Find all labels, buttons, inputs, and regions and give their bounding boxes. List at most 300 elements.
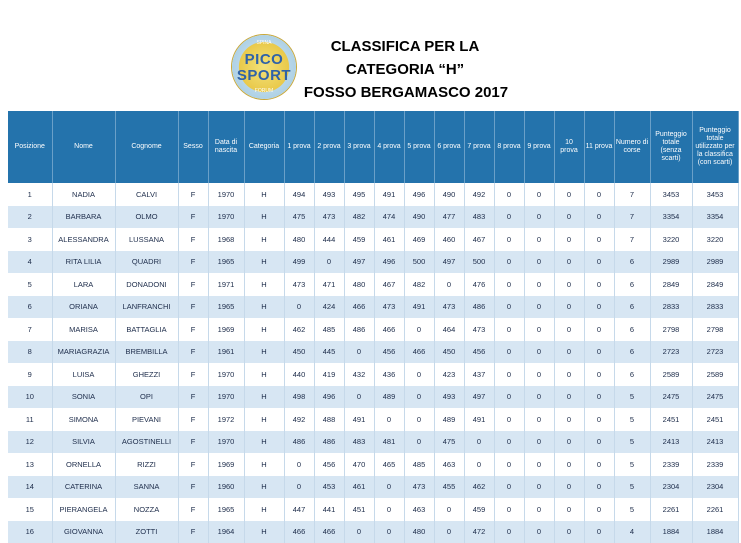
column-header: 3 prova: [344, 111, 374, 183]
table-cell: 0: [374, 498, 404, 521]
table-cell: 7: [614, 183, 650, 206]
table-cell: 485: [314, 318, 344, 341]
table-row: [8, 183, 738, 206]
table-cell: 497: [434, 251, 464, 274]
table-cell: 463: [404, 498, 434, 521]
table-cell: 486: [344, 318, 374, 341]
column-header: Cognome: [115, 111, 178, 183]
table-cell: 2989: [692, 251, 738, 274]
table-cell: 0: [584, 273, 614, 296]
table-cell: F: [178, 206, 208, 229]
table-cell: 0: [554, 341, 584, 364]
table-cell: 466: [344, 296, 374, 319]
table-cell: 496: [374, 251, 404, 274]
table-cell: F: [178, 296, 208, 319]
pico-sport-logo: [232, 35, 296, 99]
table-cell: 491: [374, 183, 404, 206]
table-row: [8, 476, 738, 499]
table-row: [8, 408, 738, 431]
column-header: 1 prova: [284, 111, 314, 183]
table-cell: 0: [434, 521, 464, 543]
table-cell: 445: [314, 341, 344, 364]
table-cell: MARISA: [52, 318, 115, 341]
table-cell: 2304: [650, 476, 692, 499]
table-row: [8, 228, 738, 251]
table-cell: H: [244, 363, 284, 386]
table-cell: 12: [8, 431, 52, 454]
table-cell: 1968: [208, 228, 244, 251]
table-cell: 15: [8, 498, 52, 521]
table-cell: 489: [434, 408, 464, 431]
table-cell: 493: [314, 183, 344, 206]
column-header: 11 prova: [584, 111, 614, 183]
table-cell: CATERINA: [52, 476, 115, 499]
table-cell: 470: [344, 453, 374, 476]
table-cell: F: [178, 183, 208, 206]
table-cell: 0: [284, 476, 314, 499]
table-cell: 6: [614, 363, 650, 386]
table-cell: 1960: [208, 476, 244, 499]
table-cell: 0: [584, 521, 614, 543]
table-cell: 3354: [650, 206, 692, 229]
table-cell: 0: [584, 228, 614, 251]
column-header: Punteggio totale utilizzato per la classifica (con scarti): [692, 111, 738, 183]
table-cell: 466: [404, 341, 434, 364]
table-cell: 475: [434, 431, 464, 454]
table-cell: 0: [524, 273, 554, 296]
table-cell: 0: [374, 408, 404, 431]
table-cell: 463: [434, 453, 464, 476]
table-cell: 2589: [692, 363, 738, 386]
table-cell: 490: [434, 183, 464, 206]
table-cell: 0: [494, 251, 524, 274]
table-cell: 486: [284, 431, 314, 454]
table-cell: 1970: [208, 363, 244, 386]
table-cell: 0: [404, 318, 434, 341]
table-cell: H: [244, 341, 284, 364]
table-cell: 0: [494, 408, 524, 431]
table-cell: 488: [314, 408, 344, 431]
table-cell: 14: [8, 476, 52, 499]
table-cell: 0: [584, 476, 614, 499]
table-cell: 0: [344, 386, 374, 409]
table-cell: 0: [434, 273, 464, 296]
table-cell: 11: [8, 408, 52, 431]
table-cell: 0: [524, 228, 554, 251]
table-cell: 486: [314, 431, 344, 454]
table-cell: 2849: [692, 273, 738, 296]
table-cell: 456: [314, 453, 344, 476]
table-cell: 2261: [692, 498, 738, 521]
table-cell: F: [178, 318, 208, 341]
table-cell: 2413: [650, 431, 692, 454]
table-cell: 0: [584, 318, 614, 341]
table-cell: 486: [464, 296, 494, 319]
table-cell: 2833: [650, 296, 692, 319]
table-cell: 0: [524, 476, 554, 499]
table-cell: 0: [494, 386, 524, 409]
table-cell: 0: [524, 521, 554, 543]
table-cell: 0: [464, 431, 494, 454]
table-cell: 5: [614, 498, 650, 521]
table-cell: 1970: [208, 386, 244, 409]
table-cell: BARBARA: [52, 206, 115, 229]
column-header: 6 prova: [434, 111, 464, 183]
table-cell: 2261: [650, 498, 692, 521]
table-cell: 492: [284, 408, 314, 431]
table-cell: 482: [344, 206, 374, 229]
table-cell: 467: [374, 273, 404, 296]
table-cell: 419: [314, 363, 344, 386]
table-cell: H: [244, 408, 284, 431]
table-cell: 7: [8, 318, 52, 341]
table-cell: 0: [404, 431, 434, 454]
table-cell: 3453: [692, 183, 738, 206]
table-cell: 0: [344, 521, 374, 543]
table-row: [8, 251, 738, 274]
table-row: [8, 521, 738, 543]
table-cell: 497: [344, 251, 374, 274]
table-cell: 0: [554, 498, 584, 521]
table-cell: F: [178, 431, 208, 454]
table-cell: 500: [464, 251, 494, 274]
table-cell: 0: [524, 408, 554, 431]
table-cell: 474: [374, 206, 404, 229]
table-cell: 16: [8, 521, 52, 543]
table-cell: 461: [374, 228, 404, 251]
table-cell: 2339: [650, 453, 692, 476]
table-cell: 6: [614, 273, 650, 296]
column-header: 9 prova: [524, 111, 554, 183]
table-cell: 436: [374, 363, 404, 386]
table-cell: 432: [344, 363, 374, 386]
table-cell: 0: [584, 251, 614, 274]
table-cell: LUSSANA: [115, 228, 178, 251]
table-cell: 0: [494, 228, 524, 251]
table-cell: NADIA: [52, 183, 115, 206]
table-cell: SIMONA: [52, 408, 115, 431]
table-cell: 495: [344, 183, 374, 206]
table-cell: 450: [434, 341, 464, 364]
table-cell: ZOTTI: [115, 521, 178, 543]
table-cell: 477: [434, 206, 464, 229]
table-cell: 493: [434, 386, 464, 409]
table-row: [8, 386, 738, 409]
table-cell: H: [244, 206, 284, 229]
table-cell: 0: [404, 363, 434, 386]
table-cell: 2451: [692, 408, 738, 431]
table-cell: 0: [554, 431, 584, 454]
table-cell: 459: [464, 498, 494, 521]
table-cell: 2413: [692, 431, 738, 454]
column-header: Numero di corse: [614, 111, 650, 183]
table-cell: 5: [8, 273, 52, 296]
table-cell: 0: [494, 363, 524, 386]
table-cell: QUADRI: [115, 251, 178, 274]
table-cell: SILVIA: [52, 431, 115, 454]
table-body: [8, 183, 738, 543]
table-cell: 0: [554, 521, 584, 543]
column-header: Data di nascita: [208, 111, 244, 183]
table-cell: H: [244, 296, 284, 319]
table-cell: 480: [344, 273, 374, 296]
table-cell: 456: [374, 341, 404, 364]
table-cell: LANFRANCHI: [115, 296, 178, 319]
table-cell: 1970: [208, 206, 244, 229]
title-line-3: FOSSO BERGAMASCO 2017: [296, 84, 516, 101]
table-cell: 0: [554, 251, 584, 274]
table-cell: 500: [404, 251, 434, 274]
logo-line-1: PICO: [232, 51, 296, 68]
table-cell: 473: [314, 206, 344, 229]
table-cell: 0: [524, 453, 554, 476]
table-cell: 450: [284, 341, 314, 364]
table-cell: 444: [314, 228, 344, 251]
table-cell: 5: [614, 386, 650, 409]
table-cell: 0: [284, 296, 314, 319]
table-cell: 453: [314, 476, 344, 499]
table-cell: 494: [284, 183, 314, 206]
table-cell: 0: [494, 431, 524, 454]
table-cell: 6: [614, 251, 650, 274]
logo-line-2: SPORT: [232, 67, 296, 84]
table-cell: 0: [404, 386, 434, 409]
table-cell: 0: [374, 476, 404, 499]
table-cell: F: [178, 363, 208, 386]
table-cell: 0: [584, 341, 614, 364]
table-cell: 491: [404, 296, 434, 319]
table-cell: 480: [404, 521, 434, 543]
table-cell: 482: [404, 273, 434, 296]
table-cell: 424: [314, 296, 344, 319]
table-cell: 466: [374, 318, 404, 341]
table-cell: F: [178, 228, 208, 251]
logo-ring-top-text: SPINA: [232, 40, 296, 46]
table-cell: 465: [374, 453, 404, 476]
table-cell: 1972: [208, 408, 244, 431]
table-cell: 475: [284, 206, 314, 229]
table-cell: F: [178, 273, 208, 296]
table-cell: 469: [404, 228, 434, 251]
table-cell: RITA LILIA: [52, 251, 115, 274]
table-cell: 491: [464, 408, 494, 431]
table-cell: 467: [464, 228, 494, 251]
table-cell: 9: [8, 363, 52, 386]
table-cell: F: [178, 453, 208, 476]
table-cell: 7: [614, 206, 650, 229]
title-line-1: CLASSIFICA PER LA: [300, 38, 510, 55]
table-cell: 473: [464, 318, 494, 341]
column-header: 5 prova: [404, 111, 434, 183]
table-cell: 6: [614, 341, 650, 364]
table-cell: ORNELLA: [52, 453, 115, 476]
table-cell: H: [244, 386, 284, 409]
table-cell: 6: [614, 318, 650, 341]
table-cell: 2304: [692, 476, 738, 499]
table-cell: 462: [464, 476, 494, 499]
table-cell: 2849: [650, 273, 692, 296]
table-cell: 447: [284, 498, 314, 521]
table-cell: 0: [374, 521, 404, 543]
table-cell: 473: [404, 476, 434, 499]
table-cell: 1971: [208, 273, 244, 296]
table-cell: 0: [524, 206, 554, 229]
table-cell: 0: [584, 408, 614, 431]
table-cell: 0: [584, 498, 614, 521]
table-cell: 451: [344, 498, 374, 521]
table-cell: CALVI: [115, 183, 178, 206]
column-header: 4 prova: [374, 111, 404, 183]
column-header: 8 prova: [494, 111, 524, 183]
table-cell: F: [178, 521, 208, 543]
table-cell: F: [178, 498, 208, 521]
table-cell: 0: [494, 498, 524, 521]
table-cell: 1969: [208, 453, 244, 476]
table-cell: 0: [584, 431, 614, 454]
table-cell: 0: [584, 386, 614, 409]
table-cell: H: [244, 476, 284, 499]
table-cell: GIOVANNA: [52, 521, 115, 543]
table-cell: 5: [614, 476, 650, 499]
table-cell: 499: [284, 251, 314, 274]
table-cell: 5: [614, 431, 650, 454]
table-header-row: [8, 111, 738, 183]
table-cell: 0: [494, 453, 524, 476]
table-cell: 3453: [650, 183, 692, 206]
table-cell: 498: [284, 386, 314, 409]
table-cell: 2723: [650, 341, 692, 364]
table-cell: 483: [344, 431, 374, 454]
table-cell: 0: [524, 431, 554, 454]
column-header: Punteggio totale (senza scarti): [650, 111, 692, 183]
table-cell: 489: [374, 386, 404, 409]
table-cell: 2451: [650, 408, 692, 431]
table-cell: H: [244, 498, 284, 521]
table-cell: 476: [464, 273, 494, 296]
table-cell: 461: [344, 476, 374, 499]
table-cell: GHEZZI: [115, 363, 178, 386]
table-cell: 10: [8, 386, 52, 409]
table-cell: 2589: [650, 363, 692, 386]
table-cell: 485: [404, 453, 434, 476]
table-cell: BATTAGLIA: [115, 318, 178, 341]
table-cell: F: [178, 386, 208, 409]
table-cell: 1965: [208, 251, 244, 274]
table-cell: 0: [494, 476, 524, 499]
table-cell: 0: [494, 273, 524, 296]
table-cell: 0: [524, 341, 554, 364]
table-cell: H: [244, 521, 284, 543]
table-cell: RIZZI: [115, 453, 178, 476]
table-cell: 0: [554, 273, 584, 296]
table-cell: 473: [434, 296, 464, 319]
table-cell: 3354: [692, 206, 738, 229]
table-cell: H: [244, 273, 284, 296]
column-header: Sesso: [178, 111, 208, 183]
table-cell: 0: [554, 363, 584, 386]
table-cell: 0: [524, 296, 554, 319]
logo-ring-bottom-text: FORUM: [232, 88, 296, 94]
table-cell: 464: [434, 318, 464, 341]
table-cell: DONADONI: [115, 273, 178, 296]
table-cell: SANNA: [115, 476, 178, 499]
table-cell: 0: [524, 318, 554, 341]
table-cell: 1884: [650, 521, 692, 543]
table-cell: 1884: [692, 521, 738, 543]
table-cell: 0: [434, 498, 464, 521]
table-cell: LARA: [52, 273, 115, 296]
table-cell: H: [244, 183, 284, 206]
table-cell: 0: [584, 363, 614, 386]
table-cell: 2723: [692, 341, 738, 364]
table-cell: 0: [314, 251, 344, 274]
table-cell: H: [244, 453, 284, 476]
table-cell: 2: [8, 206, 52, 229]
table-cell: 1961: [208, 341, 244, 364]
table-row: [8, 296, 738, 319]
table-cell: OPI: [115, 386, 178, 409]
table-row: [8, 363, 738, 386]
table-cell: 492: [464, 183, 494, 206]
table-cell: 466: [284, 521, 314, 543]
table-cell: 0: [524, 498, 554, 521]
table-cell: 2798: [692, 318, 738, 341]
table-cell: 2798: [650, 318, 692, 341]
table-cell: 5: [614, 453, 650, 476]
table-cell: 5: [614, 408, 650, 431]
table-cell: 0: [554, 183, 584, 206]
table-cell: 471: [314, 273, 344, 296]
table-cell: 0: [524, 251, 554, 274]
table-cell: 456: [464, 341, 494, 364]
table-row: [8, 318, 738, 341]
table-cell: 472: [464, 521, 494, 543]
table-cell: 1964: [208, 521, 244, 543]
table-cell: 440: [284, 363, 314, 386]
table-cell: 2475: [650, 386, 692, 409]
table-cell: F: [178, 341, 208, 364]
table-cell: H: [244, 431, 284, 454]
table-cell: NOZZA: [115, 498, 178, 521]
table-cell: 0: [554, 476, 584, 499]
column-header: 2 prova: [314, 111, 344, 183]
column-header: Nome: [52, 111, 115, 183]
table-cell: 0: [554, 228, 584, 251]
table-cell: 0: [584, 183, 614, 206]
table-cell: 4: [8, 251, 52, 274]
table-cell: PIERANGELA: [52, 498, 115, 521]
table-cell: 2989: [650, 251, 692, 274]
table-cell: LUISA: [52, 363, 115, 386]
table-cell: H: [244, 318, 284, 341]
table-cell: 0: [584, 296, 614, 319]
table-cell: 1970: [208, 183, 244, 206]
table-row: [8, 206, 738, 229]
table-cell: 473: [374, 296, 404, 319]
table-cell: 2475: [692, 386, 738, 409]
table-cell: 466: [314, 521, 344, 543]
table-cell: 6: [8, 296, 52, 319]
title-line-2: CATEGORIA “H”: [300, 61, 510, 78]
table-cell: 7: [614, 228, 650, 251]
table-row: [8, 453, 738, 476]
table-cell: 2339: [692, 453, 738, 476]
column-header: Categoria: [244, 111, 284, 183]
table-cell: 13: [8, 453, 52, 476]
table-cell: 0: [404, 408, 434, 431]
column-header: Posizione: [8, 111, 52, 183]
table-cell: 0: [494, 183, 524, 206]
